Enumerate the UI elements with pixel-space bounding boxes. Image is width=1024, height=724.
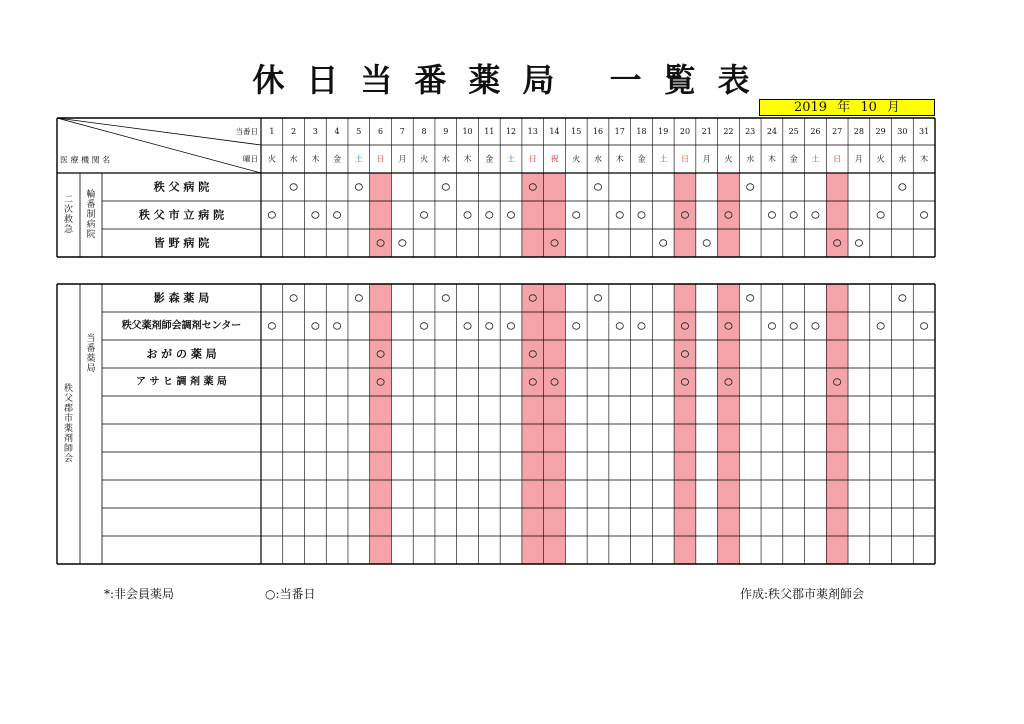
hospital-duty-mark xyxy=(638,212,645,219)
weekday-label: 土 xyxy=(507,154,516,164)
day-number: 20 xyxy=(679,127,691,136)
section2-subgroup-label-char: 局 xyxy=(86,364,96,374)
day-number: 15 xyxy=(571,127,582,136)
day-number: 28 xyxy=(853,127,864,136)
day-number: 8 xyxy=(421,127,427,136)
section2-group-label-char: 薬 xyxy=(63,424,74,434)
hospital-duty-mark xyxy=(855,240,862,247)
holiday-column-shade xyxy=(674,173,696,257)
section1-subgroup-label-char: 院 xyxy=(86,230,96,240)
weekday-label: 火 xyxy=(572,154,581,164)
day-number: 9 xyxy=(443,127,449,136)
hospital-duty-mark xyxy=(420,212,427,219)
pharmacy-duty-mark xyxy=(573,323,580,330)
section1-subgroup-label-char: 病 xyxy=(86,220,96,230)
weekday-label: 火 xyxy=(267,154,276,164)
weekday-label: 日 xyxy=(680,154,689,164)
weekday-label: 日 xyxy=(376,154,385,164)
hospital-duty-mark xyxy=(594,184,601,191)
section2-group-label-char: 市 xyxy=(63,414,74,424)
section1-group-label-char: 救 xyxy=(63,215,74,225)
weekday-label: 木 xyxy=(920,154,929,164)
section1-subgroup-label-char: 制 xyxy=(86,210,96,220)
hospital-duty-mark xyxy=(290,184,297,191)
hospital-duty-mark xyxy=(616,212,623,219)
author-credit: 作成:秩父郡市薬剤師会 xyxy=(740,587,865,601)
section2-subgroup-label-char: 番 xyxy=(86,344,96,354)
pharmacy-duty-mark xyxy=(355,295,362,302)
hospital-duty-mark xyxy=(899,184,906,191)
hospital-duty-mark xyxy=(268,212,275,219)
legend-duty xyxy=(265,586,316,602)
weekday-label: 土 xyxy=(354,154,363,164)
pharmacy-duty-mark xyxy=(616,323,623,330)
pharmacy-duty-mark xyxy=(747,295,754,302)
day-number: 24 xyxy=(766,127,778,136)
pharmacy-name: 影 森 薬 局 xyxy=(153,291,210,305)
hospital-duty-mark xyxy=(812,212,819,219)
hospital-name: 秩 父 病 院 xyxy=(153,180,210,194)
weekday-label: 木 xyxy=(463,154,472,164)
hospital-duty-mark xyxy=(921,212,928,219)
pharmacy-name: ア サ ヒ 調 剤 薬 局 xyxy=(136,376,227,388)
pharmacy-duty-mark xyxy=(899,295,906,302)
pharmacy-duty-mark xyxy=(638,323,645,330)
day-number: 17 xyxy=(614,127,625,136)
day-number: 23 xyxy=(745,127,756,136)
hospital-name: 皆 野 病 院 xyxy=(153,236,210,250)
holiday-column-shade xyxy=(522,173,544,257)
weekday-label: 祝 xyxy=(550,154,559,164)
section2-group-label-char: 父 xyxy=(63,394,74,404)
day-number: 19 xyxy=(658,127,669,136)
day-number: 11 xyxy=(484,127,495,136)
section2-subgroup-label-char: 当 xyxy=(86,334,96,344)
section2-group-label xyxy=(64,382,73,464)
day-number: 26 xyxy=(810,127,821,136)
holiday-column-shade xyxy=(544,173,566,257)
grid-line xyxy=(57,118,261,145)
hospital-duty-mark xyxy=(768,212,775,219)
weekday-label: 火 xyxy=(724,154,733,164)
pharmacy-duty-mark xyxy=(921,323,928,330)
weekday-header-label: 曜日 xyxy=(243,154,258,164)
pharmacy-duty-mark xyxy=(877,323,884,330)
weekday-label: 金 xyxy=(333,154,342,164)
hospital-duty-mark xyxy=(877,212,884,219)
hospital-duty-mark xyxy=(442,184,449,191)
day-number: 18 xyxy=(636,127,647,136)
pharmacy-name: 秩父薬剤師会調剤センター xyxy=(121,320,242,332)
weekday-label: 木 xyxy=(311,154,320,164)
weekday-label: 月 xyxy=(702,154,711,164)
pharmacy-duty-mark xyxy=(507,323,514,330)
hospital-duty-mark xyxy=(312,212,319,219)
month-unit: 月 xyxy=(887,100,901,115)
holiday-column-shade xyxy=(370,173,392,257)
section2-group-label-char: 師 xyxy=(63,444,74,454)
hospital-duty-mark xyxy=(355,184,362,191)
section2-subgroup-label-char: 薬 xyxy=(86,354,96,364)
holiday-column-shade xyxy=(826,173,848,257)
day-number: 7 xyxy=(399,127,405,136)
day-number: 27 xyxy=(832,127,843,136)
section1-group-label-char: 次 xyxy=(63,205,74,215)
institution-header-label: 医 療 機 関 名 xyxy=(60,155,111,165)
day-number: 25 xyxy=(788,127,799,136)
weekday-label: 水 xyxy=(746,154,755,164)
day-number: 1 xyxy=(269,127,275,136)
pharmacy-duty-mark xyxy=(312,323,319,330)
day-number: 10 xyxy=(462,127,473,136)
pharmacy-duty-mark xyxy=(812,323,819,330)
section2-group-label-char: 剤 xyxy=(63,434,74,444)
legend-non-member: *:非会員薬局 xyxy=(104,587,175,601)
day-number: 6 xyxy=(378,127,384,136)
hospital-duty-mark xyxy=(573,212,580,219)
weekday-label: 水 xyxy=(594,154,602,164)
pharmacy-duty-mark xyxy=(594,295,601,302)
weekday-label: 木 xyxy=(767,154,776,164)
hospital-duty-mark xyxy=(507,212,514,219)
weekday-label: 土 xyxy=(811,154,820,164)
day-number: 16 xyxy=(592,127,604,136)
weekday-label: 金 xyxy=(637,154,646,164)
year-value: 2019 xyxy=(793,100,828,115)
hospital-duty-mark xyxy=(333,212,340,219)
pharmacy-duty-mark xyxy=(420,323,427,330)
day-number: 21 xyxy=(701,127,712,136)
hospital-name: 秩 父 市 立 病 院 xyxy=(138,208,225,222)
pharmacy-name: お が の 薬 局 xyxy=(146,347,217,361)
year-unit: 年 xyxy=(837,100,851,115)
hospital-duty-mark xyxy=(399,240,406,247)
day-number: 31 xyxy=(919,127,930,136)
weekday-label: 木 xyxy=(615,154,624,164)
grid-line xyxy=(57,118,261,173)
section2-subgroup-label xyxy=(86,332,95,374)
page-title: 休日当番薬局 一覧表 xyxy=(252,61,772,99)
day-number: 12 xyxy=(505,127,517,136)
weekday-label: 水 xyxy=(289,154,298,164)
section2-group-label-char: 会 xyxy=(63,454,74,464)
duty-mark-icon: ○ xyxy=(265,587,276,601)
section1-subgroup-label-char: 番 xyxy=(86,200,96,210)
hospital-duty-mark xyxy=(660,240,667,247)
holiday-column-shade xyxy=(718,173,740,257)
day-number: 3 xyxy=(312,127,318,136)
section2-group-label-char: 郡 xyxy=(63,404,74,414)
day-number: 4 xyxy=(334,127,340,136)
pharmacy-duty-mark xyxy=(790,323,797,330)
hospital-duty-mark xyxy=(703,240,710,247)
pharmacy-duty-mark xyxy=(768,323,775,330)
day-number: 2 xyxy=(291,127,297,136)
month-value: 10 xyxy=(860,100,877,115)
weekday-label: 火 xyxy=(420,154,429,164)
hospital-duty-mark xyxy=(464,212,471,219)
weekday-label: 月 xyxy=(398,154,407,164)
day-number: 14 xyxy=(549,127,560,136)
weekday-label: 金 xyxy=(485,154,494,164)
weekday-label: 水 xyxy=(441,154,450,164)
legend-duty-text: :当番日 xyxy=(275,587,316,601)
section1-subgroup-label xyxy=(86,188,95,240)
day-number: 5 xyxy=(356,127,362,136)
weekday-label: 日 xyxy=(528,154,537,164)
pharmacy-duty-mark xyxy=(333,323,340,330)
section2-group-label-char: 秩 xyxy=(63,384,74,394)
day-number: 22 xyxy=(723,127,734,136)
weekday-label: 日 xyxy=(833,154,842,164)
pharmacy-duty-mark xyxy=(268,323,275,330)
pharmacy-duty-mark xyxy=(290,295,297,302)
weekday-label: 金 xyxy=(789,154,798,164)
pharmacy-duty-mark xyxy=(486,323,493,330)
duty-day-label: 当番日 xyxy=(235,127,258,136)
day-number: 30 xyxy=(897,127,908,136)
weekday-label: 火 xyxy=(876,154,885,164)
weekday-label: 水 xyxy=(898,154,907,164)
day-number: 13 xyxy=(527,127,538,136)
day-number: 29 xyxy=(875,127,886,136)
pharmacy-duty-mark xyxy=(442,295,449,302)
hospital-duty-mark xyxy=(747,184,754,191)
section1-group-label-char: 急 xyxy=(63,225,74,235)
section1-group-label xyxy=(64,195,74,235)
weekday-label: 月 xyxy=(854,154,863,164)
section1-group-label-char: 二 xyxy=(63,195,74,205)
hospital-duty-mark xyxy=(790,212,797,219)
section1-subgroup-label-char: 輪 xyxy=(86,190,96,200)
weekday-label: 土 xyxy=(659,154,668,164)
hospital-duty-mark xyxy=(486,212,493,219)
pharmacy-duty-mark xyxy=(464,323,471,330)
